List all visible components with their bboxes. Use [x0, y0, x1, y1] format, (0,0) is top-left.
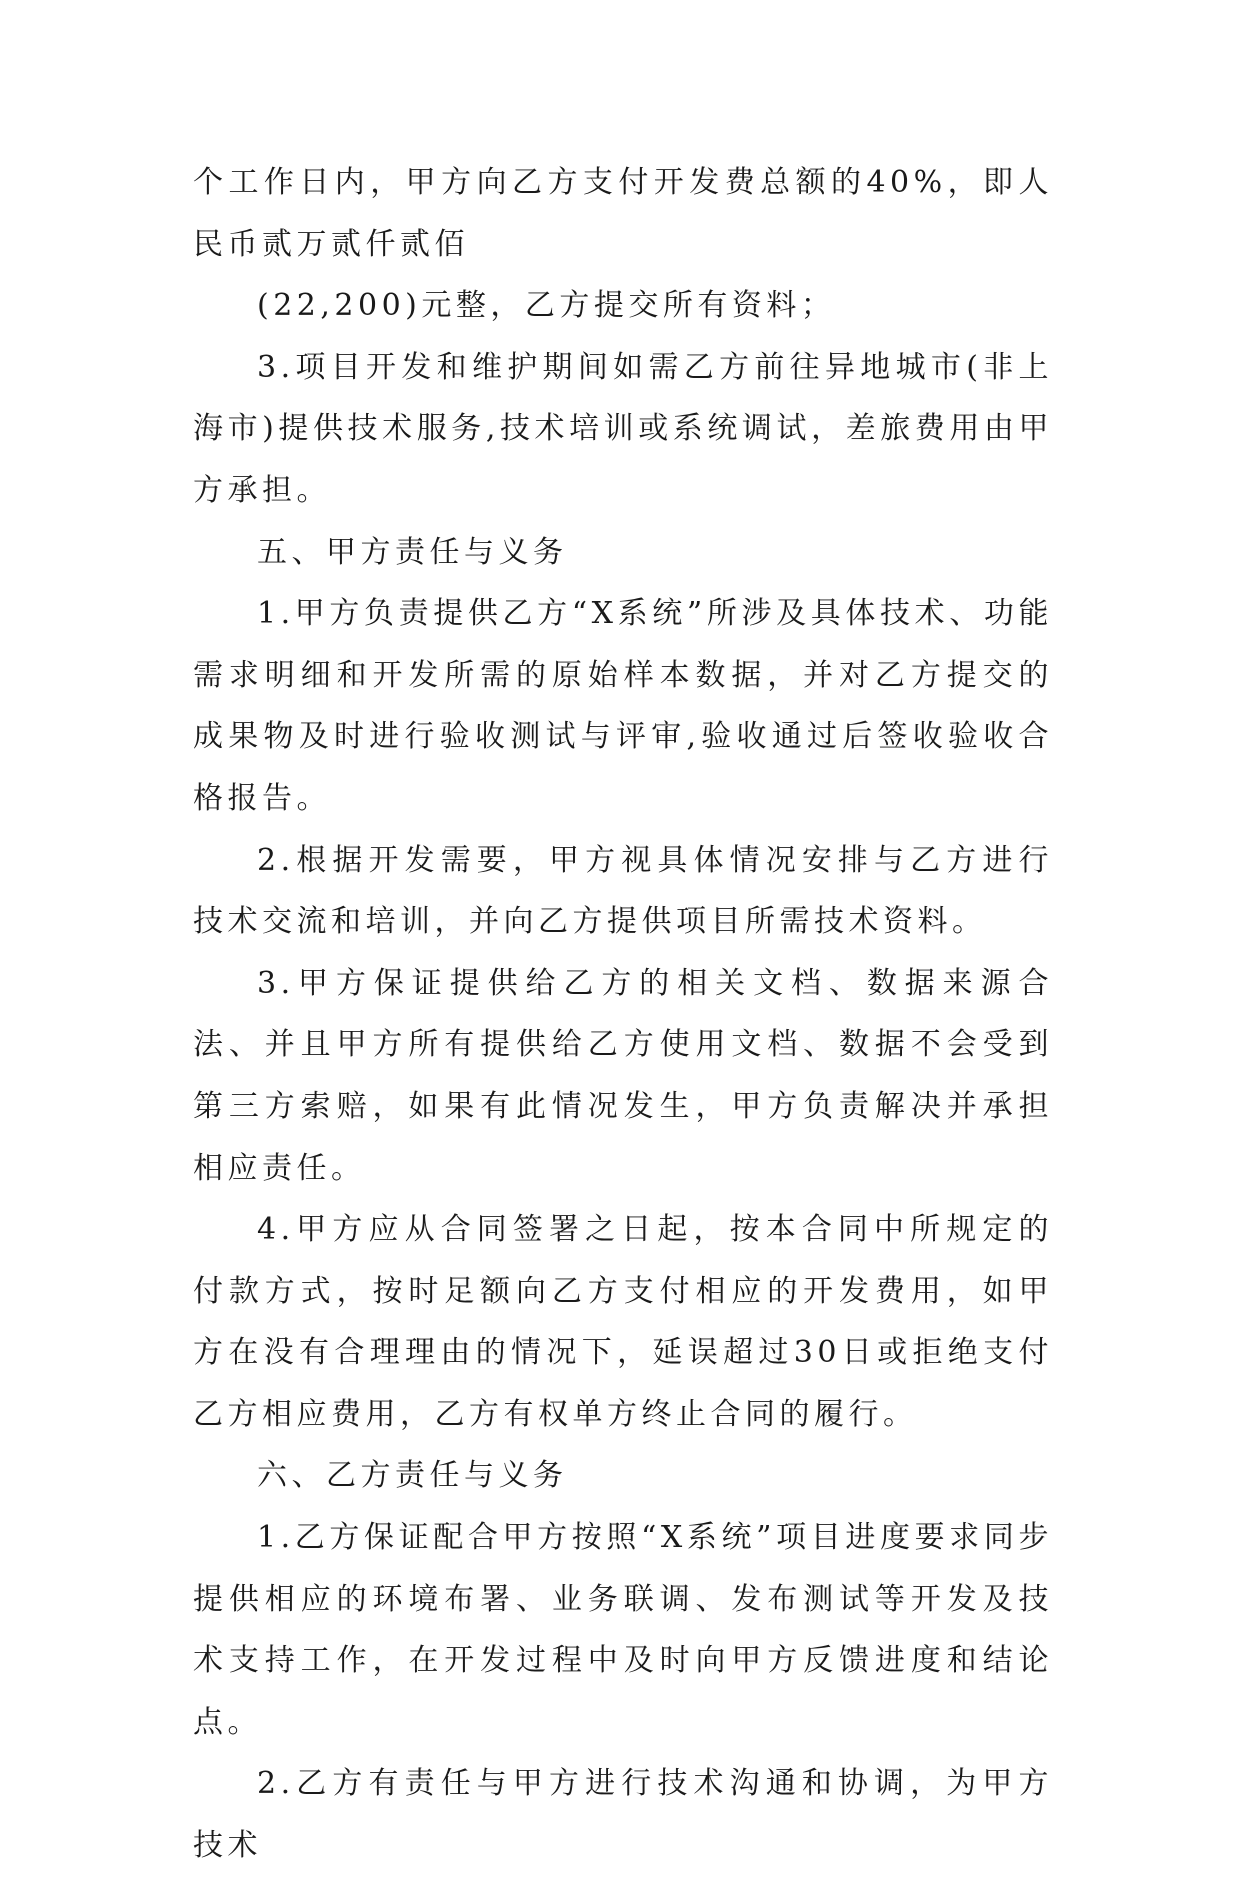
- paragraph-party-a-clause-4: 4.甲方应从合同签署之日起，按本合同中所规定的付款方式，按时足额向乙方支付相应的开发费用，如甲方在没有合理理由的情况下，延误超过30日或拒绝支付乙方相应费用，乙方有权单方终止合同的履行。: [193, 1212, 1053, 1432]
- section-heading-party-b: 六、乙方责任与义务: [257, 1458, 568, 1494]
- section-heading-party-a: 五、甲方责任与义务: [257, 534, 568, 570]
- paragraph-travel-expenses: 3.项目开发和维护期间如需乙方前往异地城市(非上海市)提供技术服务,技术培训或系统调试，差旅费用由甲方承担。: [193, 349, 1053, 508]
- paragraph-payment-amount: (22,200)元整，乙方提交所有资料；: [257, 288, 836, 324]
- paragraph-payment-continued: 个工作日内，甲方向乙方支付开发费总额的40%，即人民币贰万贰仟贰佰: [193, 165, 1053, 262]
- paragraph-party-a-clause-2: 2.根据开发需要，甲方视具体情况安排与乙方进行技术交流和培训，并向乙方提供项目所需技术资料。: [193, 842, 1053, 940]
- document-body: [193, 152, 1053, 1877]
- paragraph-party-a-clause-3: 3.甲方保证提供给乙方的相关文档、数据来源合法、并且甲方所有提供给乙方使用文档、数据不会受到第三方索赔，如果有此情况发生，甲方负责解决并承担相应责任。: [193, 965, 1053, 1186]
- paragraph-party-b-clause-2: 2.乙方有责任与甲方进行技术沟通和协调，为甲方技术: [193, 1766, 1053, 1864]
- paragraph-party-b-clause-1: 1.乙方保证配合甲方按照“X系统”项目进度要求同步提供相应的环境布署、业务联调、发布测试等开发及技术支持工作，在开发过程中及时向甲方反馈进度和结论点。: [193, 1520, 1053, 1740]
- paragraph-party-a-clause-1: 1.甲方负责提供乙方“X系统”所涉及具体技术、功能需求明细和开发所需的原始样本数据，并对乙方提交的成果物及时进行验收测试与评审,验收通过后签收验收合格报告。: [193, 596, 1053, 816]
